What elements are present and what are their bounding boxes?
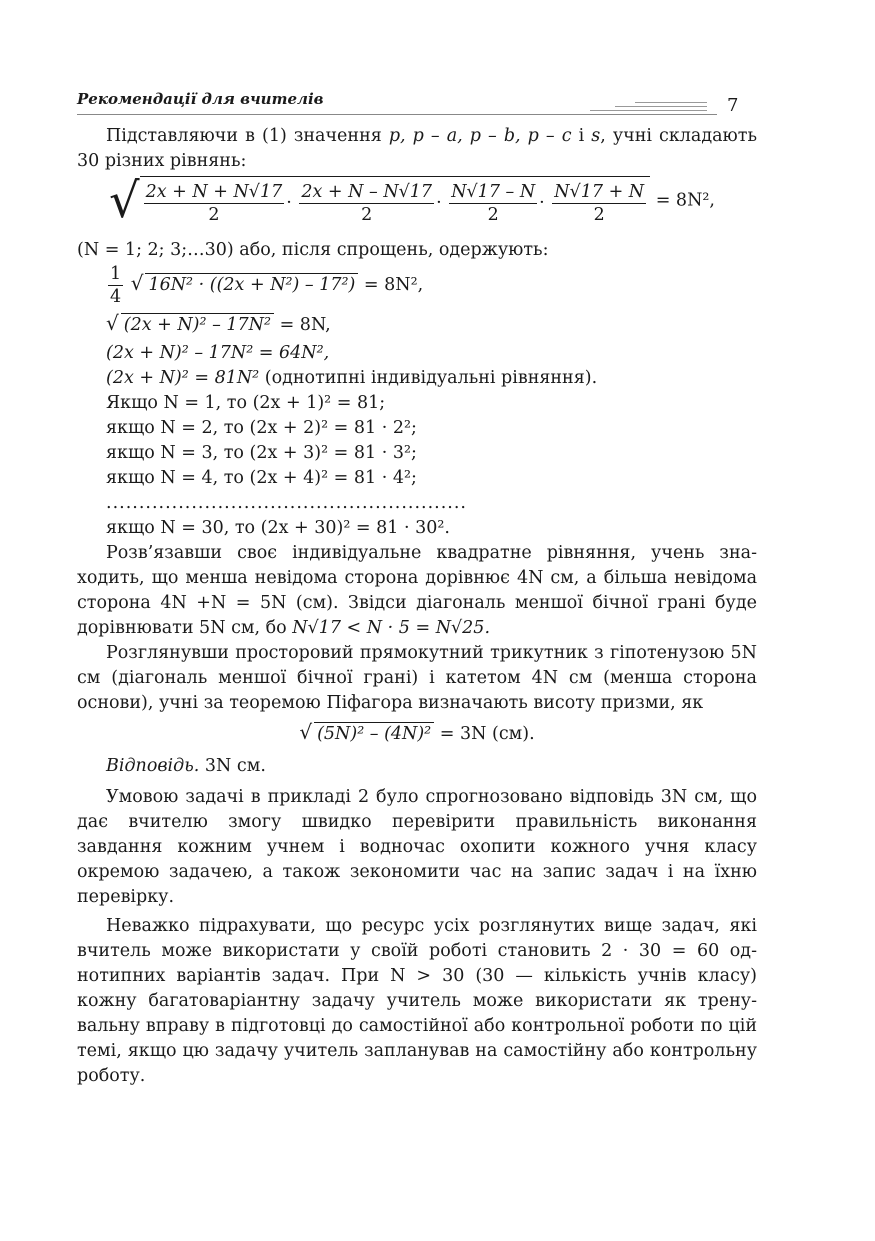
paragraph-solution: Розв’язавши своє індивідуальне квадратне рівняння, учень знаходить, що менша невідома сторона дорівнює 4N см, а більша невідома сторона 4N +N = 5N (см). Звідси діагональ меншої бічної грані буде дорівнювати 5N см, бо N√17 < N · 5 = N√25. bbox=[77, 543, 757, 638]
case-line: якщо N = 3, то (2x + 3)² = 81 · 3²; bbox=[106, 443, 417, 463]
equation-height: √ (5N)² – (4N)² = 3N (см). bbox=[299, 720, 535, 744]
paragraph-resource: Неважко підрахувати, що ресурс усіх розглянутих вище задач, які вчитель може використати у своїй роботі становить 2 · 30 = 60 однотипних варіантів задач. При N > 30 (30 — кількість учнів класу) кожну багатоваріантну задачу учитель може використати як тренувальну вправу в підготовці до самостійної або контрольної роботи по цій темі, якщо цю задачу учитель запланував на самостійну або контрольну роботу. bbox=[77, 916, 757, 1086]
header-decor-line bbox=[615, 106, 707, 107]
case-line: якщо N = 30, то (2x + 30)² = 81 · 30². bbox=[106, 518, 450, 538]
header-rule bbox=[77, 114, 717, 115]
running-header-title: Рекомендації для вчителів bbox=[77, 90, 324, 108]
header-decor-line bbox=[635, 102, 707, 103]
paragraph-pythagoras: Розглянувши просторовий прямокутний трикутник з гіпотенузою 5N см (діагональ меншої бічної грані) і катетом 4N см (менша сторона основи), учні за теоремою Піфагора визначають висоту призми, як bbox=[77, 643, 757, 713]
equation-step-1: $\frac{1}{4}$ √ 16N² · ((2x + N²) – 17²) = 8N², bbox=[110, 264, 424, 307]
case-line: Якщо N = 1, то (2x + 1)² = 81; bbox=[106, 393, 386, 413]
paragraph-forecast: Умовою задачі в прикладі 2 було спрогнозовано відповідь 3N см, що дає вчителю змогу швидко перевірити правильність виконання завдання кожним учнем і водночас охопити кожного учня класу окремою задачею, а також зекономити час на запис задач і на їхню перевірку. bbox=[77, 787, 757, 907]
equation-step-3: (2x + N)² – 17N² = 64N², bbox=[106, 343, 330, 363]
page-number: 7 bbox=[727, 95, 739, 116]
paragraph-intro: Підставляючи в (1) значення p, p – a, p – b, p – c і s, учні складають 30 різних рівнянь: bbox=[77, 126, 757, 171]
header-decor-line bbox=[590, 110, 707, 111]
page-body bbox=[77, 124, 757, 1089]
ellipsis-line: ....................................................... bbox=[106, 493, 467, 513]
case-line: якщо N = 2, то (2x + 2)² = 81 · 2²; bbox=[106, 418, 417, 438]
case-line: якщо N = 4, то (2x + 4)² = 81 · 4²; bbox=[106, 468, 417, 488]
equation-step-2: √ (2x + N)² – 17N² = 8N, bbox=[106, 311, 331, 335]
equation-step-4: (2x + N)² = 81N² (однотипні індивідуальні рівняння). bbox=[106, 368, 598, 388]
answer-line: Відповідь. 3N см. bbox=[106, 756, 266, 776]
text-line-n: (N = 1; 2; 3;…30) або, після спрощень, одержують: bbox=[77, 240, 549, 260]
equation-heron: √ $\frac{2x + N + N√17}{2}$ · $\frac{2x + N - N√17}{2}$ · $\frac{N√17 - N}{2}$ · $\frac{N√17 + N}{2}$ = 8N², bbox=[109, 173, 715, 229]
